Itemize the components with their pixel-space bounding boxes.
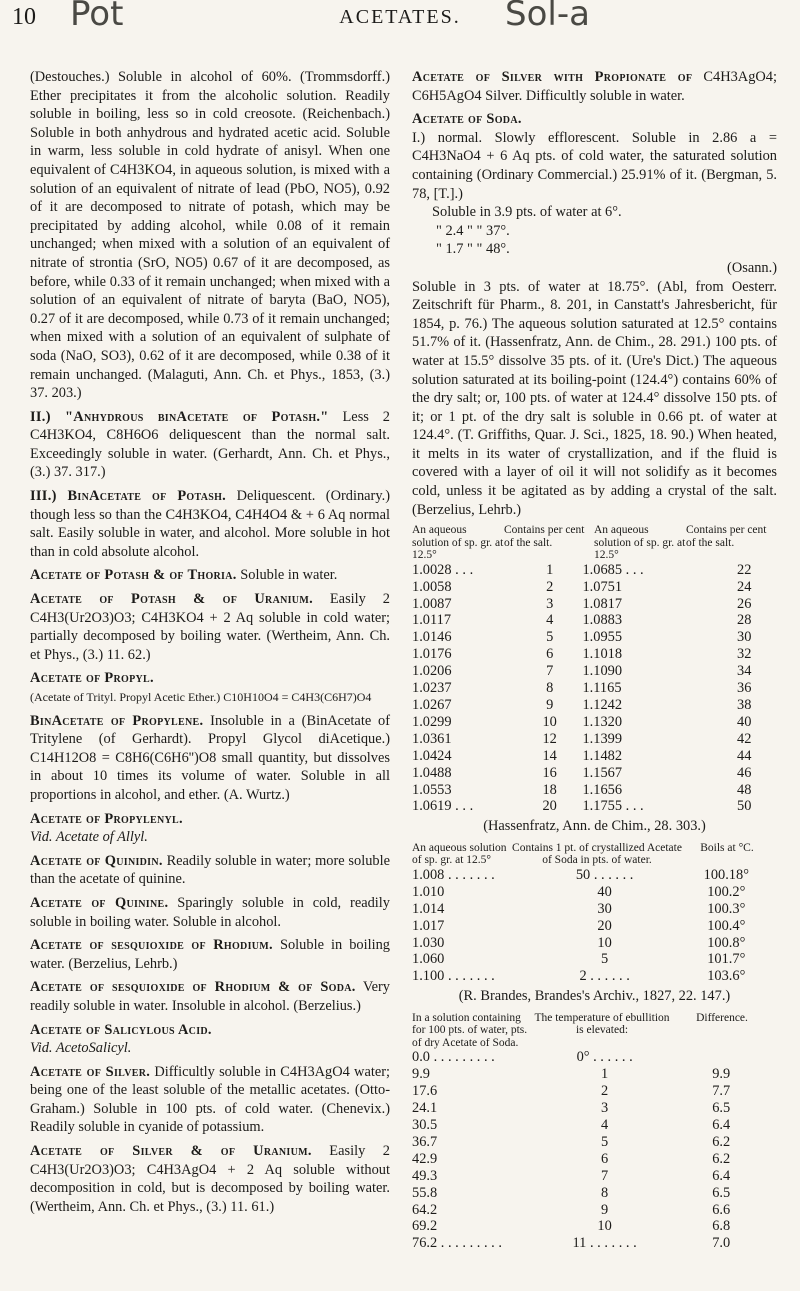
table-cell: 9.9 xyxy=(712,1066,731,1083)
entry-heading: Acetate of sesquioxide of Rhodium. xyxy=(30,937,273,954)
table-row xyxy=(412,935,777,952)
table2-header xyxy=(412,842,777,867)
table-cell: 6.5 xyxy=(712,1100,731,1117)
table-cell: 36 xyxy=(737,680,752,697)
entry-text: Easily 2 C4H3(Ur2O3)O3; C4H3AgO4 + 2 Aq soluble without decomposition in cold, but is decomposed by boiling water. (Wertheim, Ann. Ch. et Phys., (3.) 11. 61.) xyxy=(30,1143,390,1215)
table-cell: 1.1656 xyxy=(582,781,623,798)
table-cell: 16 xyxy=(542,764,557,781)
entry-heading: II.) "Anhydrous binAcetate of Potash." xyxy=(30,408,329,425)
entry-text: Vid. AcetoSalicyl. xyxy=(30,1040,132,1057)
table-row xyxy=(412,731,777,748)
entry-propyl xyxy=(30,669,390,706)
table-cell: 24 xyxy=(737,578,752,595)
entry-silver-uranium xyxy=(30,1142,390,1216)
entry-anhydrous-binacetate-potash xyxy=(30,408,390,482)
table-row xyxy=(412,901,777,918)
entry-quinidin xyxy=(30,852,390,889)
table-cell: 6.8 xyxy=(712,1218,731,1235)
table-cell: 20 xyxy=(542,798,557,815)
table-cell: 1.008 . . . . . . . xyxy=(412,866,495,883)
table-cell: 101.7° xyxy=(707,951,746,968)
table-cell: 1.0751 xyxy=(582,578,623,595)
table-cell: 4 xyxy=(546,612,554,629)
table3-col-header: Difference. xyxy=(696,1011,748,1024)
table-row xyxy=(412,562,777,579)
table3-ebullition xyxy=(412,1049,777,1252)
entry-silver xyxy=(30,1063,390,1137)
table-cell: 1.0206 xyxy=(412,663,452,680)
entry-heading: BinAcetate of Propylene. xyxy=(30,712,204,729)
table-row xyxy=(412,918,777,935)
table-cell: 1.0955 xyxy=(582,629,623,646)
table-cell: 40 xyxy=(737,713,752,730)
table-cell: 1.0817 xyxy=(582,595,623,612)
table-cell: 1.0553 xyxy=(412,781,452,798)
table2-col-header: Contains 1 pt. of crystallized Acetate of Soda in pts. of water. xyxy=(512,841,682,867)
table-cell: 100.2° xyxy=(707,883,746,900)
table-row xyxy=(412,629,777,646)
entry-soda xyxy=(412,110,777,203)
table-cell: 44 xyxy=(737,747,752,764)
table-cell: 100.18° xyxy=(703,866,749,883)
entry-heading: Acetate of Silver & of Uranium. xyxy=(30,1143,312,1160)
table-cell: 6.4 xyxy=(712,1167,731,1184)
table-row xyxy=(412,1100,777,1117)
solubility-lines xyxy=(412,203,777,277)
table-cell: 1.0361 xyxy=(412,730,452,747)
table-cell: 6.4 xyxy=(712,1117,731,1133)
table-cell: 1.1567 xyxy=(582,764,623,781)
table-cell: 10 xyxy=(597,934,612,951)
entry-text: Soluble in boiling water. (Berzelius, Lehrb.) xyxy=(30,937,390,972)
table2-citation: (R. Brandes, Brandes's Archiv., 1827, 22. 147.) xyxy=(458,988,731,1005)
table-cell: 69.2 xyxy=(412,1218,438,1235)
table-cell: 1.0299 xyxy=(412,713,452,730)
entry-potash-thoria xyxy=(30,566,390,585)
table-cell: 1.0087 xyxy=(412,595,452,612)
table-cell: 6.5 xyxy=(712,1184,731,1201)
table-cell: 100.4° xyxy=(707,917,746,934)
table-row xyxy=(412,1083,777,1100)
right-column xyxy=(412,68,777,1252)
table-cell: 6 xyxy=(546,646,554,663)
entry-heading: Acetate of Salicylous Acid. xyxy=(30,1021,212,1038)
table-cell: 7 xyxy=(601,1167,609,1184)
table-cell: 1.0488 xyxy=(412,764,452,781)
solubility-line: Soluble in 3.9 pts. of water at 6°. xyxy=(432,204,622,221)
table-cell: 14 xyxy=(542,747,557,764)
table-row xyxy=(412,1151,777,1168)
table-cell: 48 xyxy=(737,781,752,798)
table-cell: 1.010 xyxy=(412,883,445,900)
table1-col-header: Contains per cent of the salt. xyxy=(686,524,767,549)
table-cell: 1.0176 xyxy=(412,646,452,663)
entry-heading: Acetate of sesquioxide of Rhodium & of Soda. xyxy=(30,979,356,996)
table-cell: 1.1320 xyxy=(582,713,623,730)
entry-heading: Acetate of Propylenyl. xyxy=(30,810,183,827)
table-row xyxy=(412,782,777,799)
table-cell: 18 xyxy=(542,781,557,798)
table-cell: 2 xyxy=(546,578,554,595)
table-row xyxy=(412,748,777,765)
table-cell: 32 xyxy=(737,646,752,663)
entry-binacetate-propylene xyxy=(30,712,390,805)
table-cell: 6 xyxy=(601,1150,609,1167)
table-row xyxy=(412,1066,777,1083)
table-cell: 7 xyxy=(546,663,554,680)
table1-specific-gravity xyxy=(412,562,777,816)
entry-text: Deliquescent. (Ordinary.) though less so than the C4H3KO4, C4H4O4 & + 6 Aq normal salt. Easily soluble in water, and alcohol. More soluble in hot than in cold absolute alcohol. xyxy=(30,488,390,560)
table-row xyxy=(412,1218,777,1235)
entry-text: Vid. Acetate of Allyl. xyxy=(30,829,148,846)
table-row xyxy=(412,951,777,968)
table-cell: 42 xyxy=(737,730,752,747)
table-cell: 22 xyxy=(737,561,752,578)
table2-boiling-points xyxy=(412,867,777,985)
table-cell: 7.0 xyxy=(712,1235,731,1252)
table-row xyxy=(412,1185,777,1202)
table-row xyxy=(412,612,777,629)
table-cell: 55.8 xyxy=(412,1184,438,1201)
table-cell: 4 xyxy=(601,1117,609,1133)
table-cell: 26 xyxy=(737,595,752,612)
table-cell: 8 xyxy=(546,680,554,697)
table-row xyxy=(412,714,777,731)
entry-heading: Acetate of Silver. xyxy=(30,1063,151,1080)
table1-citation: (Hassenfratz, Ann. de Chim., 28. 303.) xyxy=(483,818,706,835)
table-cell: 38 xyxy=(737,697,752,713)
entry-binacetate-potash xyxy=(30,487,390,561)
table-cell: 1.0685 . . . xyxy=(582,561,644,578)
running-title: ACETATES. xyxy=(339,6,461,28)
table-cell: 0.0 . . . . . . . . . xyxy=(412,1049,495,1066)
entry-heading: Acetate of Potash & of Thoria. xyxy=(30,567,237,584)
table-row xyxy=(412,1168,777,1185)
table1-col-header: Contains per cent of the salt. xyxy=(504,524,585,549)
table-row xyxy=(412,697,777,714)
table-cell: 30.5 xyxy=(412,1117,438,1133)
table-cell: 5 xyxy=(546,629,554,646)
table-cell: 1.1755 . . . xyxy=(582,798,644,815)
entry-propylenyl xyxy=(30,810,390,847)
table-cell: 1.100 . . . . . . . xyxy=(412,968,495,985)
table-cell: 100.8° xyxy=(707,934,746,951)
table-cell: 2 xyxy=(601,1083,609,1100)
table-cell: 1.1482 xyxy=(582,747,623,764)
table-cell: 50 xyxy=(737,798,752,815)
entry-heading: Acetate of Quinidin. xyxy=(30,852,163,869)
table-cell: 1.0619 . . . xyxy=(412,798,474,815)
table1-col-header: An aqueous solution of sp. gr. at 12.5° xyxy=(594,524,686,562)
entry-quinine xyxy=(30,894,390,931)
table-cell: 1 xyxy=(546,561,554,578)
table-cell: 1.017 xyxy=(412,917,445,934)
table3-col-header: In a solution containing for 100 pts. of water, pts. of dry Acetate of Soda. xyxy=(412,1011,528,1049)
entry-potash-uranium xyxy=(30,590,390,664)
table-cell: 0° . . . . . . xyxy=(576,1049,633,1066)
table-cell: 36.7 xyxy=(412,1133,438,1150)
table-row xyxy=(412,596,777,613)
table-cell: 42.9 xyxy=(412,1150,438,1167)
table-cell: 12 xyxy=(542,730,557,747)
table-row xyxy=(412,798,777,815)
entry-salicylous-acid xyxy=(30,1021,390,1058)
table-cell: 49.3 xyxy=(412,1167,438,1184)
table-cell: 1.0424 xyxy=(412,747,452,764)
table-cell: 5 xyxy=(601,1133,609,1150)
table-cell: 30 xyxy=(737,629,752,646)
entry-rhodium-soda xyxy=(30,978,390,1015)
table-cell: 10 xyxy=(542,713,557,730)
table-row xyxy=(412,579,777,596)
paragraph-destouches: (Destouches.) Soluble in alcohol of 60%. (Trommsdorff.) Ether precipitates it from the alcoholic solution. Readily soluble in boiling, less so in cold creosote. (Reichenbach.) Soluble in both anhydrous and hydrated acetic acid. Soluble in warm, less soluble in cold hydrate of anisyl. When one equivalent of C4H3KO4, in aqueous solution, is mixed with a solution of an equivalent of nitrate of lead (PbO, NO5), 0.92 of it are decomposed to nitrate of potash, which may be precipitated by adding alcohol, while 0.08 of it remain unchanged; when mixed with a solution of an equivalent of nitrate of strontia (SrO, NO5) 0.67 of it are decomposed, as before, while 0.33 of it remain unchanged; when mixed with a solution of an equivalent of nitrate of baryta (BaO, NO5), 0.27 of it are decomposed, while 0.73 of it remain unchanged; when mixed with a solution of an equivalent of sulphate of soda (NaO, SO3), 0.62 of it are decomposed, while 0.38 of it remain unchanged. (Malaguti, Ann. Ch. et Phys., 1853, (3.) 37. 203.) xyxy=(30,69,390,402)
table-cell: 6.6 xyxy=(712,1201,731,1218)
solubility-citation: (Osann.) xyxy=(727,259,777,276)
table-cell: 50 . . . . . . xyxy=(575,866,634,883)
table-cell: 1.060 xyxy=(412,951,445,968)
table-cell: 10 xyxy=(597,1218,612,1235)
table-row xyxy=(412,1235,777,1252)
table-cell: 20 xyxy=(597,917,612,934)
table-cell: 9.9 xyxy=(412,1066,430,1083)
entry-text: Difficultly soluble in C4H3AgO4 water; being one of the least soluble of the metallic acetates. (Otto-Graham.) Soluble in 100 pts. of cold water. (Chenevix.) Readily soluble in cyanide of potassium. xyxy=(30,1063,391,1136)
table-cell: 5 xyxy=(601,951,609,968)
table1-col-header: An aqueous solution of sp. gr. at 12.5° xyxy=(412,524,504,562)
entry-rhodium xyxy=(30,936,390,973)
table-cell: 1.0028 . . . xyxy=(412,561,474,578)
solubility-line: " 1.7 " " 48°. xyxy=(436,241,510,258)
table-row xyxy=(412,968,777,985)
table-cell: 1.030 xyxy=(412,934,445,951)
table-cell: 34 xyxy=(737,663,752,680)
table2-col-header: An aqueous solution of sp. gr. at 12.5° xyxy=(412,841,507,867)
table-cell: 1.1165 xyxy=(582,680,622,697)
table-cell: 46 xyxy=(737,764,752,781)
table-cell: 6.2 xyxy=(712,1133,731,1150)
table-row xyxy=(412,867,777,884)
entry-heading: Acetate of Potash & of Uranium. xyxy=(30,591,313,608)
table-cell: 1.0883 xyxy=(582,612,623,629)
entry-text: Very readily soluble in water. Insoluble in alcohol. (Berzelius.) xyxy=(30,979,390,1014)
table-cell: 30 xyxy=(597,900,612,917)
table-cell: 1.0146 xyxy=(412,629,452,646)
table-cell: 100.3° xyxy=(707,900,746,917)
entry-text: Sparingly soluble in cold, readily soluble in boiling water. Soluble in alcohol. xyxy=(30,894,390,930)
table2-col-header: Boils at °C. xyxy=(700,841,754,854)
entry-text: Readily soluble in water; more soluble than the acetate of quinine. xyxy=(30,852,390,888)
entry-text: Soluble in water. xyxy=(240,567,338,584)
table-cell: 24.1 xyxy=(412,1100,438,1117)
table-row xyxy=(412,1117,777,1134)
table3-col-header: The temperature of ebullition is elevated: xyxy=(534,1011,670,1037)
table-row xyxy=(412,884,777,901)
table-cell: 3 xyxy=(601,1100,609,1117)
entry-heading: Acetate of Soda. xyxy=(412,111,522,128)
table-cell: 1.0117 xyxy=(412,612,452,629)
handwritten-scribble-right: Sol-a xyxy=(505,0,590,34)
table-cell: 1.014 xyxy=(412,900,445,917)
table-cell: 8 xyxy=(601,1184,609,1201)
entry-text: Less 2 C4H3KO4, C8H6O6 deliquescent than the normal salt. Exceedingly soluble in water. (Gerhardt, Ann. Ch. et Phys., (3.) 37. 317.) xyxy=(30,408,390,481)
entry-text: C4H3AgO4; C6H5AgO4 Silver. Difficultly soluble in water. xyxy=(412,69,777,104)
table-row xyxy=(412,680,777,697)
table-cell: 1.1242 xyxy=(582,697,623,713)
table-cell: 1.1090 xyxy=(582,663,623,680)
table-cell: 11 . . . . . . . xyxy=(572,1235,637,1252)
table-cell: 3 xyxy=(546,595,554,612)
table-cell: 1.0237 xyxy=(412,680,452,697)
table-cell xyxy=(665,1049,777,1066)
table-cell: 1.1018 xyxy=(582,646,623,663)
handwritten-scribble-left: Pot xyxy=(70,0,124,34)
table-cell: 1.0267 xyxy=(412,697,452,713)
table-cell: 7.7 xyxy=(712,1083,731,1100)
table-cell: 6.2 xyxy=(712,1150,731,1167)
table-cell: 9 xyxy=(601,1201,609,1218)
table-cell: 40 xyxy=(597,883,612,900)
table3-header xyxy=(412,1012,777,1050)
page-number: 10 xyxy=(12,4,36,30)
entry-heading: Acetate of Propyl. xyxy=(30,670,154,687)
table-row xyxy=(412,1202,777,1219)
table-cell: 76.2 . . . . . . . . . xyxy=(412,1235,502,1252)
table-row xyxy=(412,765,777,782)
table-cell: 64.2 xyxy=(412,1201,438,1218)
entry-text: I.) normal. Slowly efflorescent. Soluble in 2.86 a = C4H3NaO4 + 6 Aq pts. of cold water, the saturated solution containing (Ordinary Commercial.) 25.91% of it. (Bergman, 5. 78, [T.].) xyxy=(412,129,777,202)
table-cell: 17.6 xyxy=(412,1083,438,1100)
entry-heading: III.) BinAcetate of Potash. xyxy=(30,488,227,505)
table-row xyxy=(412,646,777,663)
solubility-line: " 2.4 " " 37°. xyxy=(436,222,510,239)
table-cell: 1 xyxy=(601,1066,609,1083)
table-cell: 2 . . . . . . xyxy=(579,968,630,985)
table-cell: 1.0058 xyxy=(412,578,452,595)
table-row xyxy=(412,663,777,680)
table-cell: 9 xyxy=(546,697,554,713)
entry-heading: Acetate of Silver with Propionate of xyxy=(412,69,693,85)
table1-header xyxy=(412,524,777,562)
table-cell: 103.6° xyxy=(707,968,746,985)
table-row xyxy=(412,1134,777,1151)
table-cell: 1.1399 xyxy=(582,730,623,747)
entry-text: Easily 2 C4H3(Ur2O3)O3; C4H3KO4 + 2 Aq soluble in cold water; partially decomposed by boiling water. (Wertheim, Ann. Ch. et Phys., (3.) 11. 62.) xyxy=(30,591,390,663)
paragraph-soda-solubility: Soluble in 3 pts. of water at 18.75°. (Abl, from Oesterr. Zeitschrift für Pharm., 8. 201, in Canstatt's Jahresbericht, für 1854, p. 76.) The aqueous solution saturated at 12.5° contains 51.7% of it. (Hassenfratz, Ann. de Chim., 28. 291.) 100 pts. of water at 15.5° dissolve 35 pts. of it. (Ure's Dict.) The aqueous solution saturated at its boiling-point (124.4°) contains 60% of the dry salt; or, 100 pts. of water at 124.4° dissolve 150 pts. of it; or 1 pt. of the dry salt is soluble in 0.66 pt. of water at 124.4°. (T. Griffiths, Quar. J. Sci., 1825, 18. 90.) When heated, it melts in its water of crystallization, and if the fluid is covered with a layer of oil it will not solidify as it becomes cold, unless it be agitated as by adding a crystal of the salt. (Berzelius, Lehrb.) xyxy=(412,278,777,518)
table-row xyxy=(412,1049,777,1066)
entry-heading: Acetate of Quinine. xyxy=(30,894,169,911)
entry-subtext: (Acetate of Trityl. Propyl Acetic Ether.) C10H10O4 = C4H3(C6H7)O4 xyxy=(30,690,372,704)
left-column xyxy=(30,68,390,1221)
table-cell: 28 xyxy=(737,612,752,629)
entry-silver-propionate xyxy=(412,68,777,105)
entry-text: Insoluble in a (BinAcetate of Tritylene (of Gerhardt). Propyl Glycol diAcetique.) C14H12O8 = C8H6(C6H6'')O8 small quantity, but dissolves in about 10 times its volume of water. Soluble in all proportions in alcohol, and ether. (A. Wurtz.) xyxy=(30,712,390,803)
